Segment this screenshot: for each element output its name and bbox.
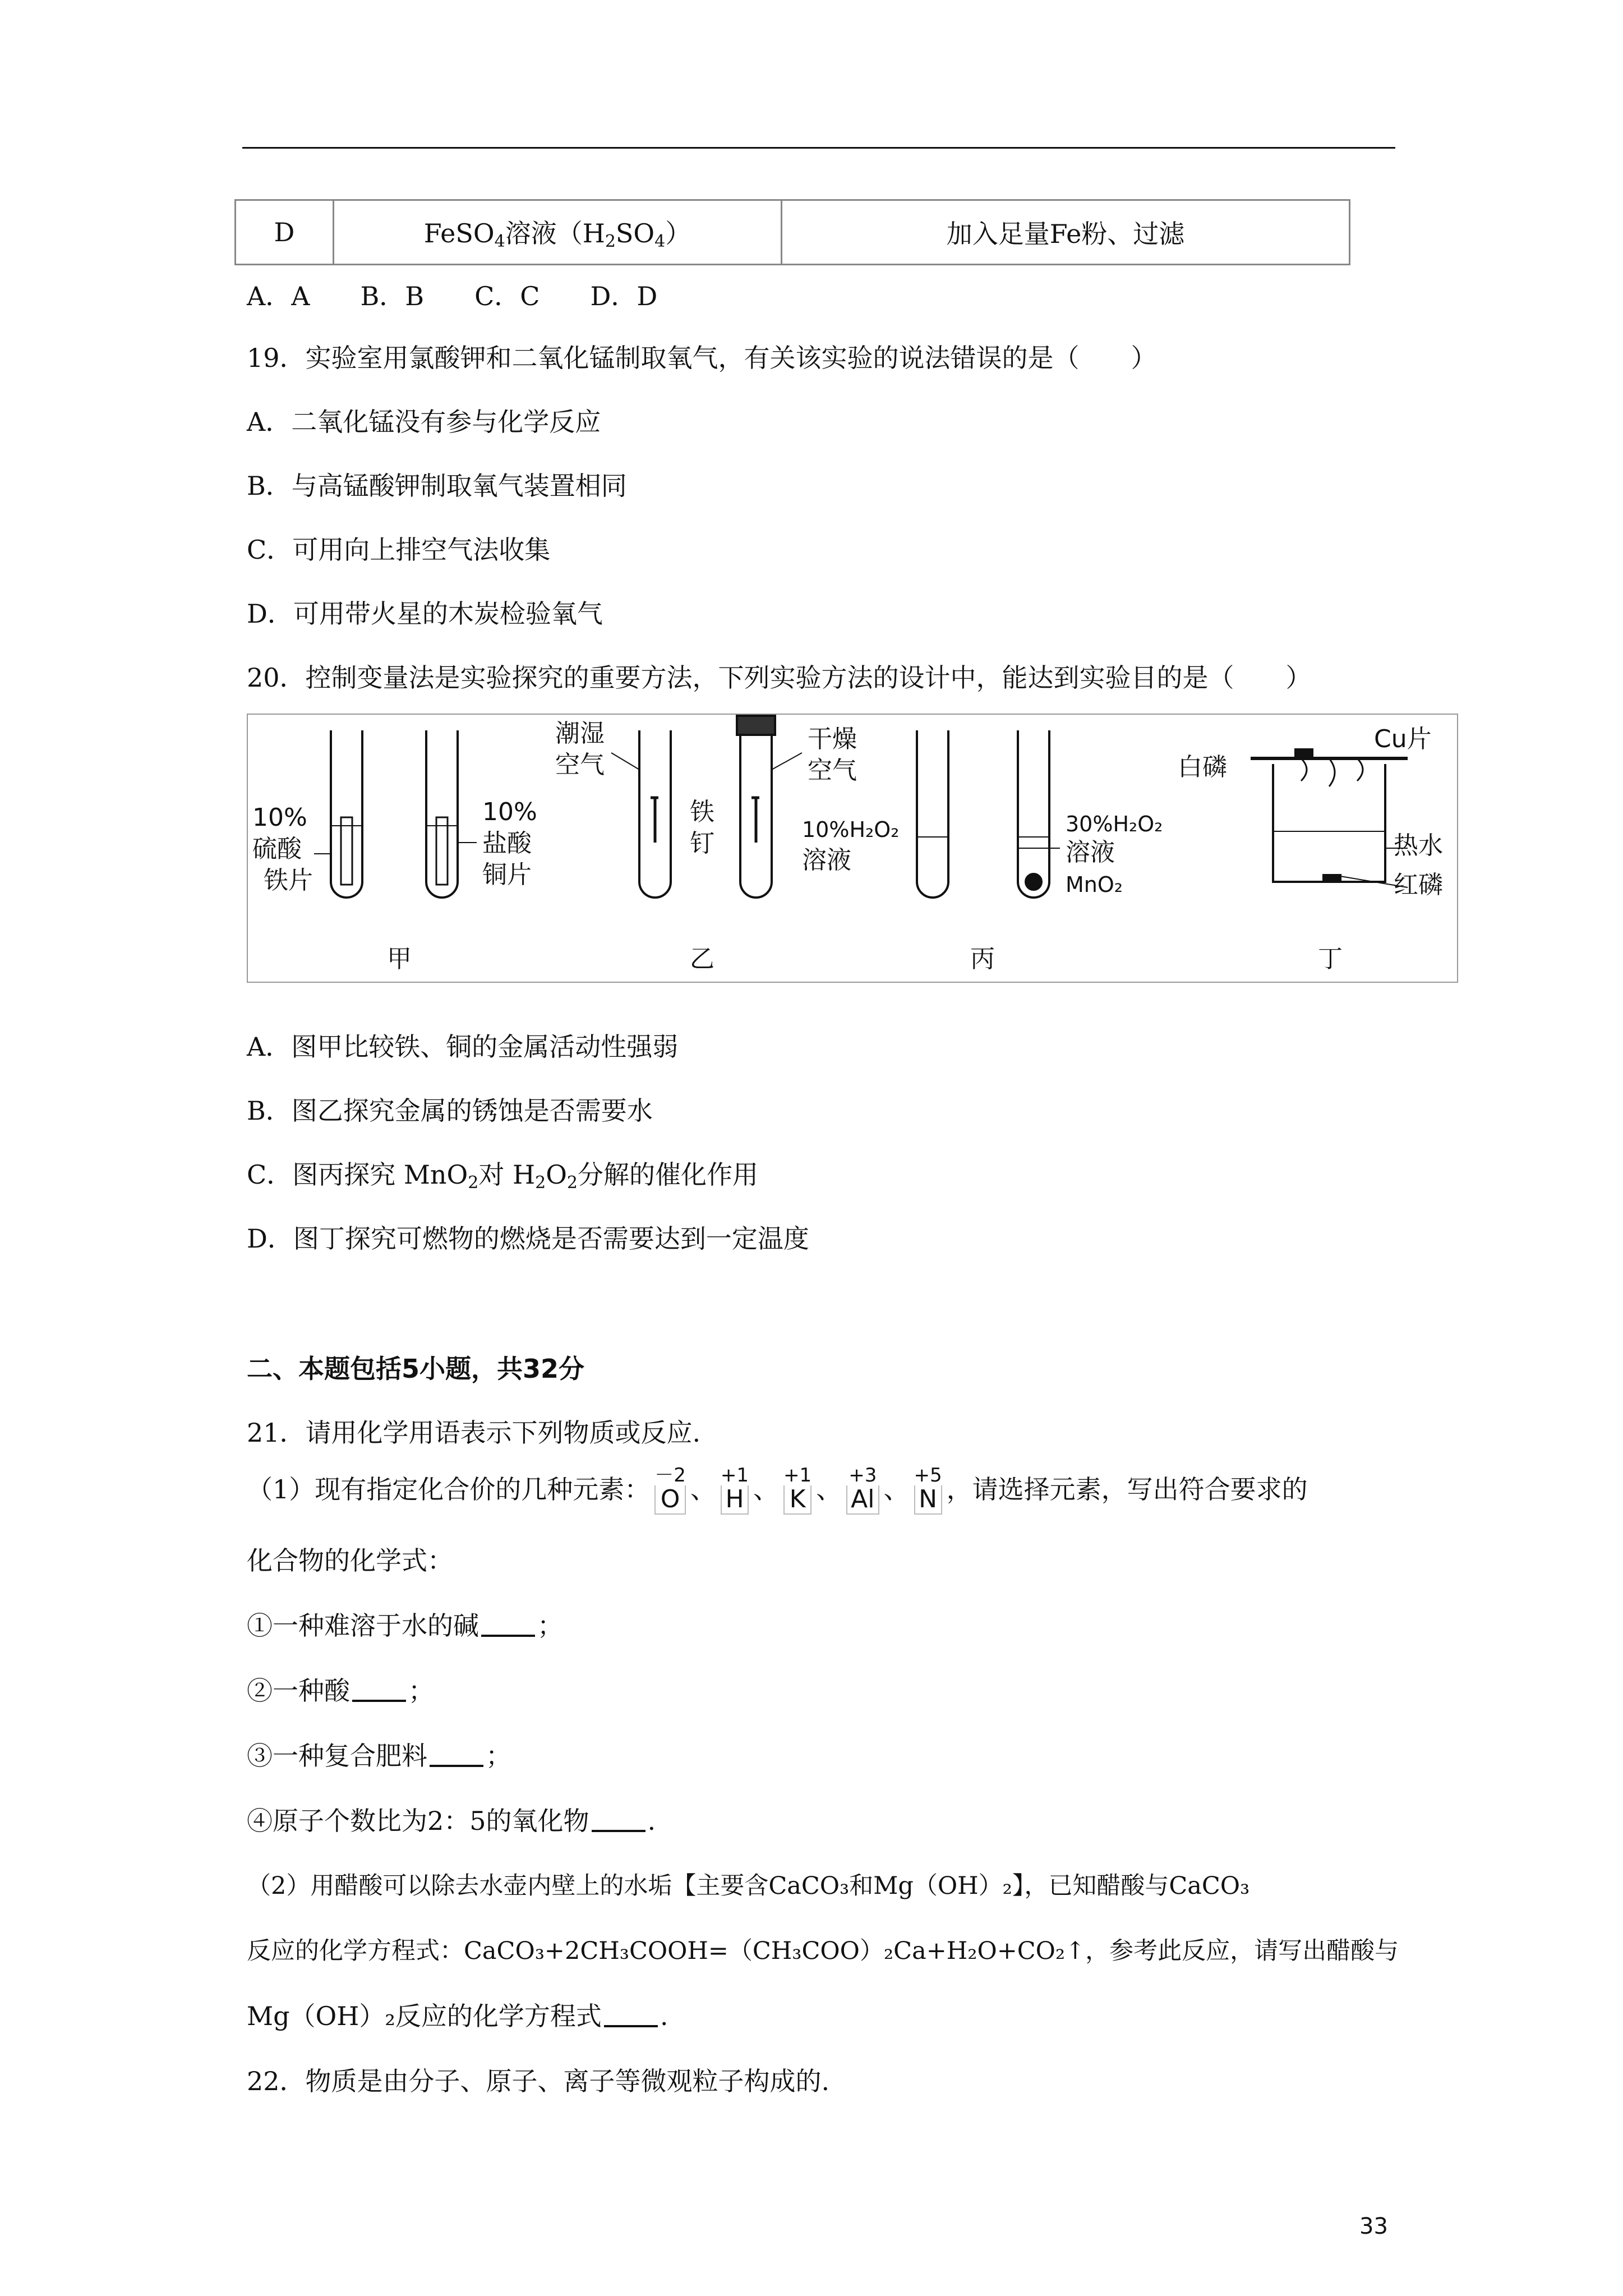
q19-option-b: B．与高锰酸钾制取氧气装置相同 xyxy=(247,471,627,501)
option-d: D．D xyxy=(590,281,658,311)
answer-blank[interactable] xyxy=(352,1677,406,1702)
test-tube-icon xyxy=(331,730,362,898)
fig-caption-jia: 甲 xyxy=(387,945,412,973)
answer-blank[interactable] xyxy=(430,1742,483,1767)
answer-blank[interactable] xyxy=(592,1807,645,1832)
fig-yi-right-2: 空气 xyxy=(808,756,857,785)
fig-yi-mid-2: 钉 xyxy=(690,829,714,858)
q19-option-c: C．可用向上排空气法收集 xyxy=(247,535,551,565)
q20-option-c: C．图丙探究 MnO$_2$对 $H_2O_2$分解的催化作用 xyxy=(247,1159,759,1193)
test-tube-icon xyxy=(917,730,948,898)
option-a: A．A xyxy=(247,281,310,311)
valence-element-h: +1 H xyxy=(720,1464,749,1513)
q18-options xyxy=(247,279,657,313)
fig-ding-label-2: Cu片 xyxy=(1374,725,1432,753)
fig-jia-right-3: 铜片 xyxy=(482,861,532,889)
fig-bing-left-1: 10%H₂O₂ xyxy=(802,817,900,842)
q20-option-a: A．图甲比较铁、铜的金属活动性强弱 xyxy=(247,1032,679,1062)
page-number: 33 xyxy=(1359,2214,1388,2239)
option-b: B．B xyxy=(360,281,425,311)
fig-yi-left-1: 潮湿 xyxy=(555,719,605,748)
fig-jia-right-2: 盐酸 xyxy=(482,829,532,858)
table-row xyxy=(236,200,1350,265)
fig-ding-label-3: 热水 xyxy=(1394,831,1443,860)
test-tube-icon xyxy=(1018,730,1049,898)
fig-yi-right-1: 干燥 xyxy=(808,725,857,753)
fig-jia-left-1: 10% xyxy=(252,803,307,832)
q21-part2-line1: （2）用醋酸可以除去水壶内壁上的水垢【主要含CaCO₃和Mg（OH）₂】，已知醋酸与CaCO₃ xyxy=(247,1872,1250,1900)
fig-caption-bing: 丙 xyxy=(970,945,995,973)
fig-bing-right-3: MnO₂ xyxy=(1066,872,1123,897)
q21-item-1: ①一种难溶于水的碱 ； xyxy=(247,1611,563,1641)
q20-option-d: D．图丁探究可燃物的燃烧是否需要达到一定温度 xyxy=(247,1223,809,1254)
q21-part1: （1）现有指定化合价的几种元素： －2 O 、 +1 H 、 +1 K 、 +3 Al 、 +5 N ，请选择元素，写出符合要求的 xyxy=(247,1464,1308,1513)
fig-jia-left-3: 铁片 xyxy=(264,866,313,895)
fig-ding-label-4: 红磷 xyxy=(1394,871,1443,899)
option-c: C．C xyxy=(474,281,540,311)
section-heading: 二、本题包括5小题，共32分 xyxy=(247,1354,585,1384)
beaker-icon xyxy=(1273,764,1385,882)
fig-bing-right-1: 30%H₂O₂ xyxy=(1066,812,1163,836)
fig-yi-mid-1: 铁 xyxy=(690,798,714,826)
q19-option-d: D．可用带火星的木炭检验氧气 xyxy=(247,599,603,629)
q21-part2-line2: 反应的化学方程式：CaCO₃+2CH₃COOH=（CH₃COO）₂Ca+H₂O+CO₂↑，参考此反应，请写出醋酸与 xyxy=(247,1937,1399,1965)
fig-yi-left-2: 空气 xyxy=(555,751,605,779)
valence-element-o: －2 O xyxy=(654,1464,686,1513)
valence-element-k: +1 K xyxy=(783,1464,812,1513)
test-tube-icon xyxy=(426,730,458,898)
q19-stem: 19．实验室用氯酸钾和二氧化锰制取氧气，有关该实验的说法错误的是（ ） xyxy=(247,343,1157,373)
answer-blank[interactable] xyxy=(481,1612,535,1637)
table-cell-method: 加入足量Fe粉、过滤 xyxy=(782,200,1350,265)
q21-item-4: ④原子个数比为2：5的氧化物 . xyxy=(247,1806,656,1836)
q21-part2-line3: Mg（OH）₂反应的化学方程式 . xyxy=(247,2001,668,2031)
answer-table xyxy=(234,199,1350,265)
q21-item-2: ②一种酸 ； xyxy=(247,1676,434,1706)
header-rule xyxy=(242,147,1395,149)
fig-bing-right-2: 溶液 xyxy=(1066,838,1115,867)
q20-experiment-figure xyxy=(247,714,1458,983)
q20-stem: 20．控制变量法是实验探究的重要方法，下列实验方法的设计中，能达到实验目的是（ ） xyxy=(247,662,1312,693)
q21-item-3: ③一种复合肥料 ； xyxy=(247,1741,511,1771)
fig-caption-yi: 乙 xyxy=(690,945,714,973)
q19-option-a: A．二氧化锰没有参与化学反应 xyxy=(247,407,601,437)
answer-blank[interactable] xyxy=(604,2003,658,2027)
fig-bing-left-2: 溶液 xyxy=(802,846,851,875)
table-cell-substance: FeSO$_4$溶液$(H_2SO_4)$ xyxy=(334,200,782,265)
q20-option-b: B．图乙探究金属的锈蚀是否需要水 xyxy=(247,1096,653,1126)
q22-stem: 22．物质是由分子、原子、离子等微观粒子构成的. xyxy=(247,2066,830,2096)
fig-jia-left-2: 硫酸 xyxy=(252,835,302,863)
valence-element-n: +5 N xyxy=(914,1464,942,1513)
fig-jia-right-1: 10% xyxy=(482,798,537,826)
fig-caption-ding: 丁 xyxy=(1318,945,1343,973)
fig-ding-label-1: 白磷 xyxy=(1178,753,1227,781)
q21-stem: 21．请用化学用语表示下列物质或反应. xyxy=(247,1418,701,1448)
valence-element-al: +3 Al xyxy=(846,1465,879,1515)
table-cell-letter: D xyxy=(236,200,334,265)
q21-part1-line2: 化合物的化学式： xyxy=(247,1545,453,1576)
